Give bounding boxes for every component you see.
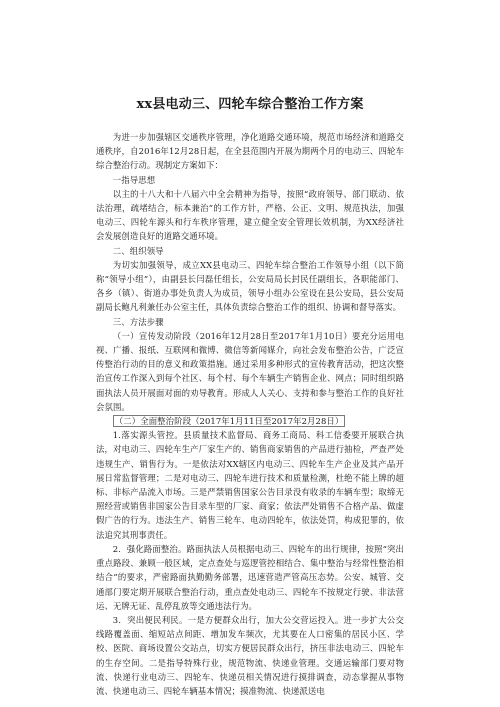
intro-paragraph: 为进一步加强辖区交通秩序管理，净化道路交通环境，规范市场经济和道路交通秩序，自2016年12月28日起，在全县范围内开展为期两个月的电动三、四轮车综合整治行动。现制定方案如下： <box>96 132 404 171</box>
document-title: xx县电动三、四轮车综合整治工作方案 <box>136 97 364 112</box>
source-control-paragraph: 1.落实源头管控。县质量技术监督局、商务工商局、科工信委要开展联合执法，对电动三、四轮车生产厂家生产的、销售商家销售的产品进行抽检，严查严处违规生产、销售行为。一是依法对XX辖区内电动三、四轮车生产企业及其产品开展日常监督管理；二是对电动三、四轮车进行技术和质量检测，杜绝不能上牌的超标、非标产品流入市场。三是严禁销售国家公告目录没有收录的车辆车型；取缔无照经营或销售非国家公告目录车型的厂家、商家；依法严处销售不合格产品、做虚假广告的行为。违法生产、销售三轮车、电动四轮车，依法处罚，构成犯罪的，依法追究其刑事责任。 <box>96 430 404 540</box>
section-heading-guiding-ideology: 一指导思想 <box>112 174 156 185</box>
section-heading-organization: 二、组织领导 <box>112 245 164 256</box>
guiding-ideology-paragraph: 以主的十八大和十八届六中全会精神为指导，按照“政府领导、部门联动、依法治理，疏堵结合，标本兼治”的工作方针，严格、公正、文明、规范执法，加强电动三、四轮车源头和行车秩序管理，建立健全安全管理长效机制，为XX经济社会发展创造良好的道路交通环境。 <box>96 188 404 242</box>
section-heading-methods: 三、方法步骤 <box>112 316 164 327</box>
road-enforcement-paragraph: 2．强化路面整治。路面执法人员根据电动三、四轮车的出行规律，按照“突出重点路段、兼顾一般区域，定点查处与巡逻管控相结合、集中整治与经常性整治相结合”的要求，严密路面执勤勤务部署，迅速营造严管高压态势。公安、城管、交通部门要定期开展联合整治行动，重点查处电动三、四轮车不按规定行驶、非法营运、无牌无证、乱停乱放等交通违法行为。 <box>96 543 404 611</box>
publicity-stage-paragraph: （一）宣传发动阶段（2016年12月28日至2017年1月10日）要充分运用电视、广播、报纸、互联网和微博、微信等新闻媒介，向社会发布整治公告，广泛宣传整治行动的目的意义和政策措施。通过采用多种形式的宣传教育活动，把这次整治宣传工作深入到每个社区、每个村、每个车辆生产销售企业、网点；同时组织路面执法人员开展面对面的劝导教育。形成人人关心、支持和参与整治工作的良好社会氛围。 <box>96 330 404 412</box>
organization-paragraph: 为切实加强领导，成立XX县电动三、四轮车综合整治工作领导小组（以下简称“领导小组”），由副县长闫磊任组长，公安局局长封民任副组长，各职能部门、各乡（镇）、街道办事处负责人为成员，领导小组办公室设在县公安局，县公安局副局长鲍凡利兼任办公室主任，具体负责综合整治工作的组织、协调和督导落实。 <box>96 259 404 313</box>
rectification-stage-label: （二）全面整治阶段（2017年1月11日至2017年2月28日） <box>114 416 344 427</box>
rectification-stage-heading <box>96 414 404 428</box>
document-body <box>96 130 404 698</box>
public-convenience-paragraph: 3．突出便民利民。一是方便群众出行，加大公交营运投入。进一步扩大公交线路覆盖面、缩短站点间距、增加发车频次，尤其要在人口密集的居民小区、学校、医院、商场设置公交站点，切实方便居民群众出行，挤压非法电动三、四轮车的生存空间。二是指导特殊行业，规范物流、快递业管理。交通运输部门要对物流、快递行业电动三、四轮车、快递员相关情况进行摸排调查，动态掌握从事物流、快递电动三、四轮车辆基本情况；摸准物流、快递派送电 <box>96 614 404 696</box>
